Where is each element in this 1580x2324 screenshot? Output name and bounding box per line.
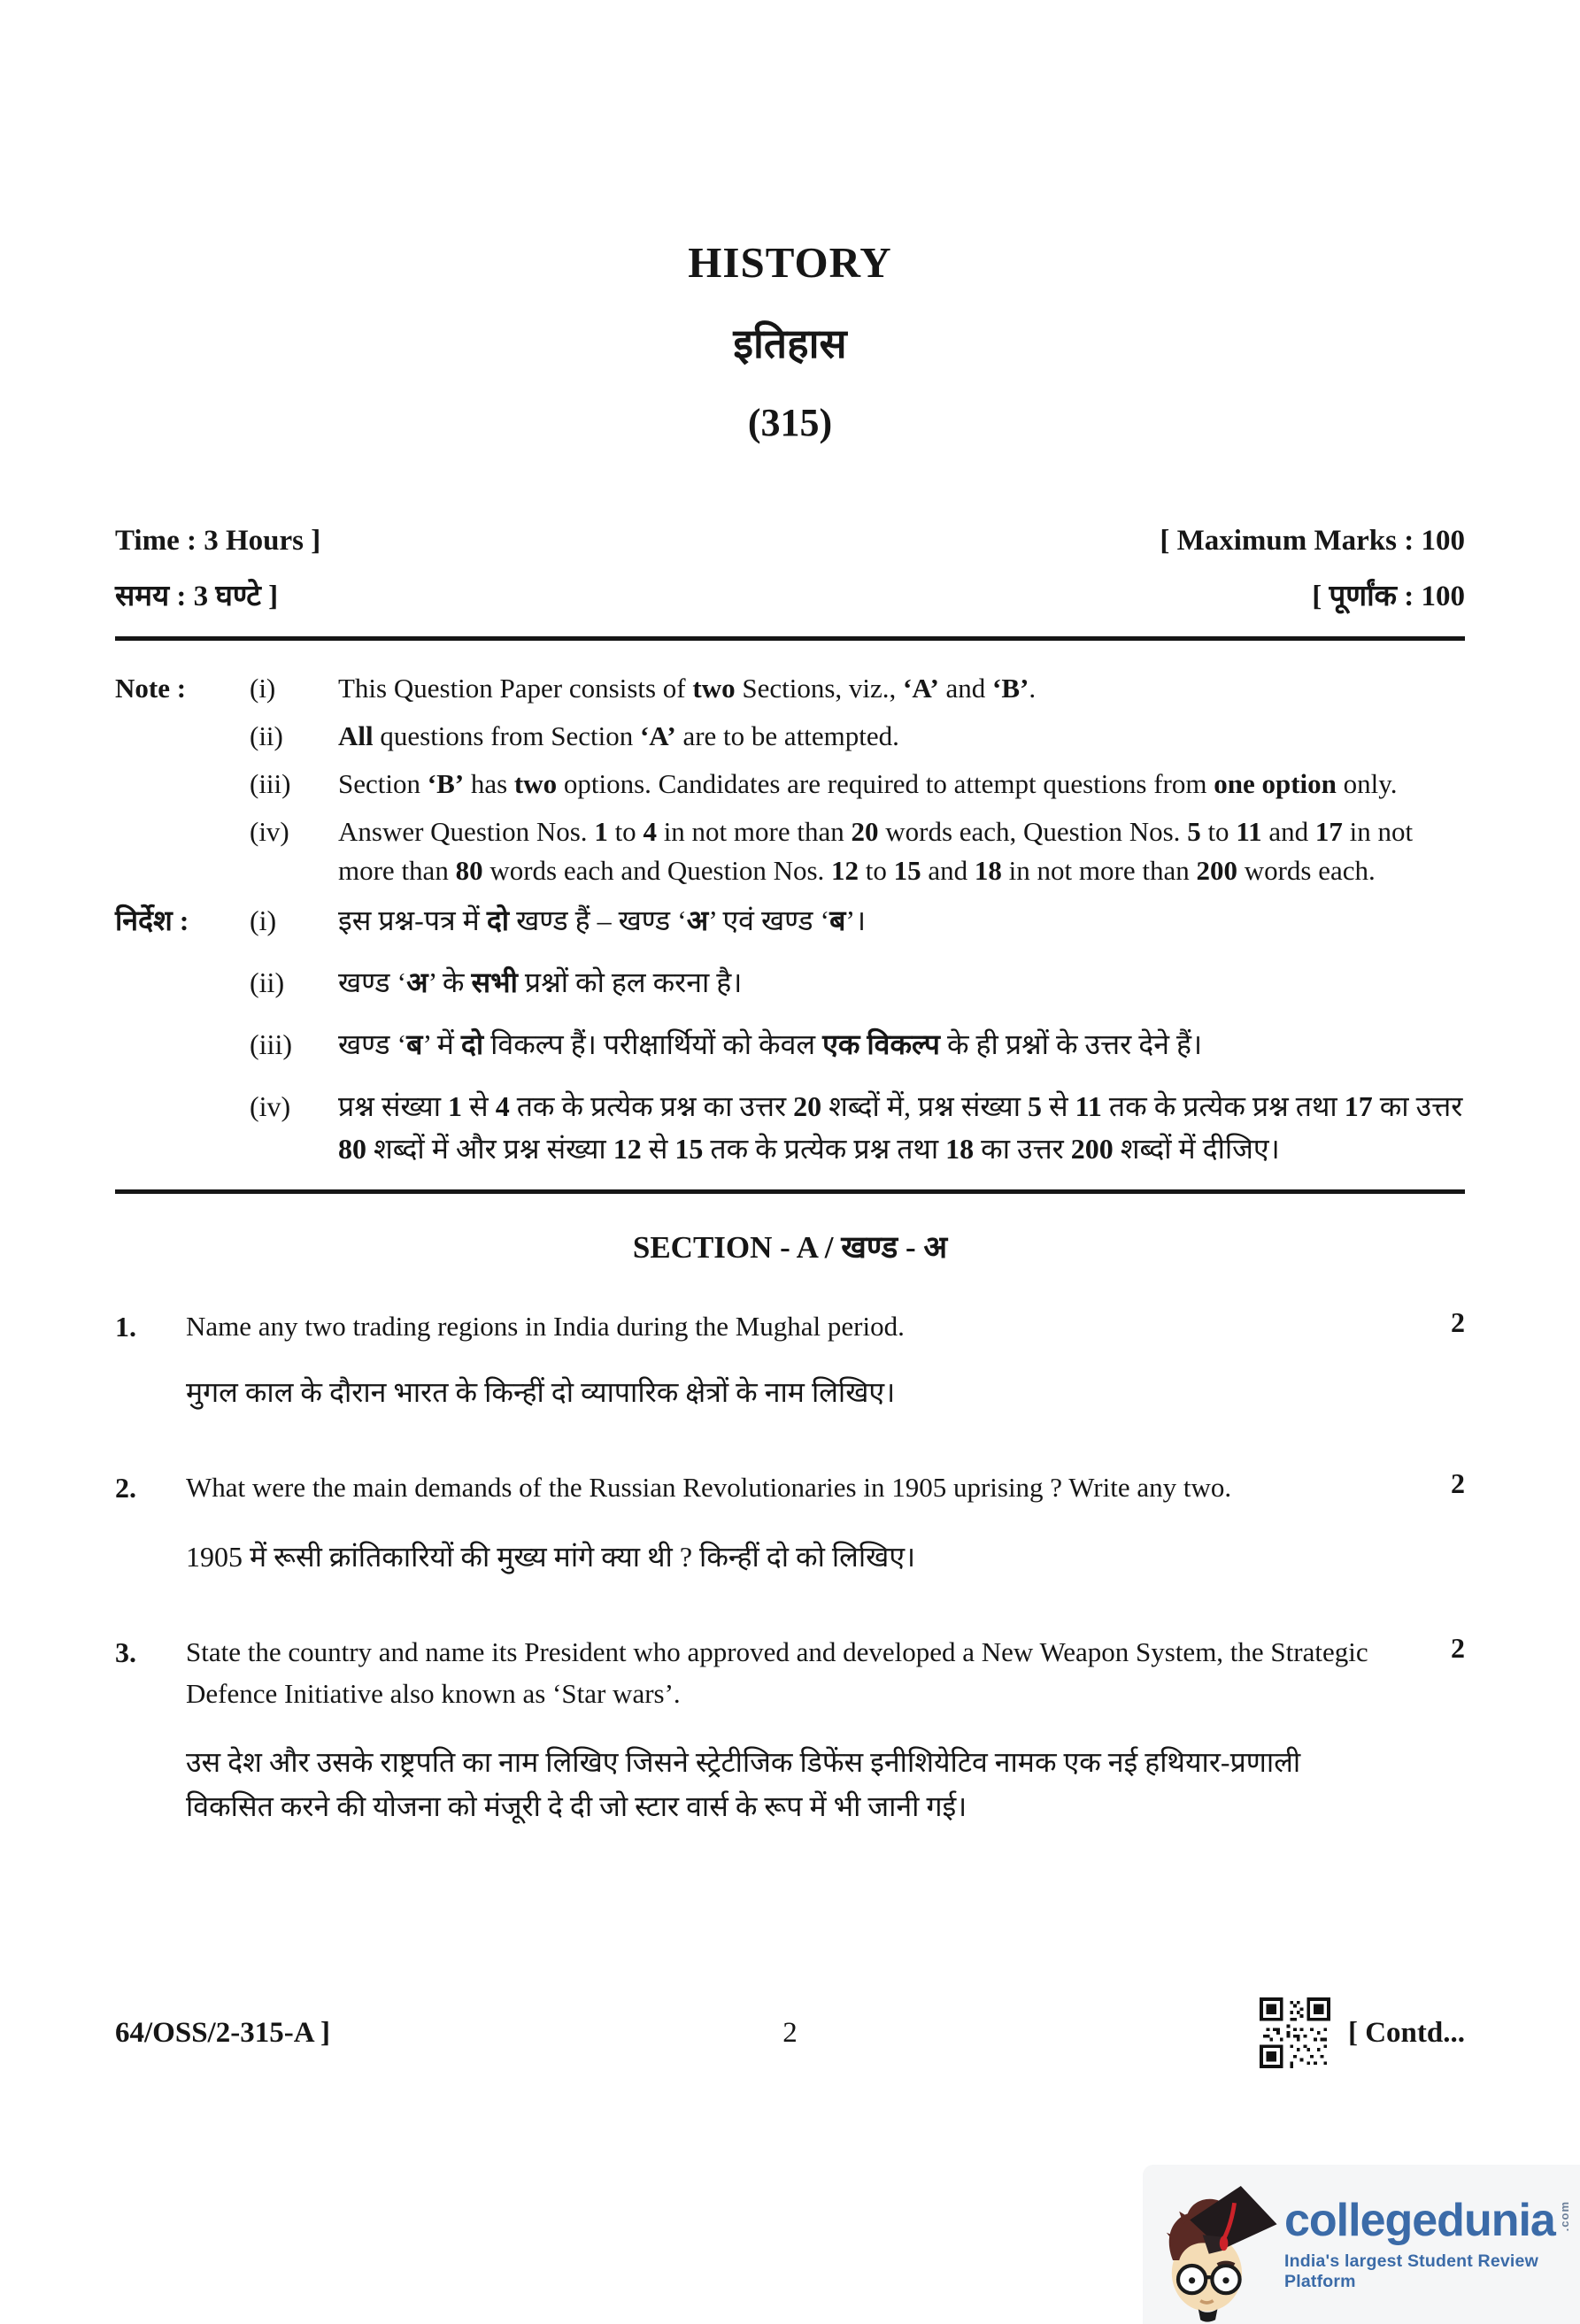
question-marks: 2 (1451, 1306, 1465, 1339)
divider (115, 1189, 1465, 1194)
question-1 (115, 1306, 1465, 1414)
question-number: 1. (115, 1311, 136, 1343)
question-text-hindi: उस देश और उसके राष्ट्रपति का नाम लिखिए जिसने स्ट्रेटीजिक डिफेंस इनीशियेटिव नामक एक नई हथियार-प्रणाली विकसित करने की योजना को मंजूरी दे दी जो स्टार वार्स के रूप में भी जानी गई। (186, 1746, 1301, 1822)
note-item-text: इस प्रश्न-पत्र में दो खण्ड हैं – खण्ड ‘अ’ एवं खण्ड ‘ब’। (338, 904, 867, 937)
question-text-english: What were the main demands of the Russian Revolutionaries in 1905 uprising ? Write any two. (186, 1472, 1232, 1504)
paper-code-number: (315) (747, 400, 833, 444)
page-title: HISTORY (688, 238, 892, 287)
note-item-text: This Question Paper consists of two Sections, viz., ‘A’ and ‘B’. (338, 673, 1037, 704)
note-item-number: (iii) (250, 1028, 292, 1061)
note-hindi (115, 899, 1465, 1170)
note-item-number: (i) (250, 673, 276, 704)
question-text-english: State the country and name its President who approved and developed a New Weapon System, the Strategic Defence Initiative also known as ‘Star wars’. (186, 1636, 1368, 1709)
qr-code-icon (1260, 1997, 1330, 2068)
brand-tagline: India's largest Student Review Platform (1284, 2251, 1538, 2291)
note-item-text: All questions from Section ‘A’ are to be attempted. (338, 720, 899, 752)
collegedunia-watermark (1143, 2165, 1580, 2324)
note-item-number: (i) (250, 904, 277, 937)
note-item-text: प्रश्न संख्या 1 से 4 तक के प्रत्येक प्रश्न का उत्तर 20 शब्दों में, प्रश्न संख्या 5 से 11 तक के प्रत्येक प्रश्न तथा 17 का उत्तर 80 शब्दों में और प्रश्न संख्या 12 से 15 तक के प्रत्येक प्रश्न तथा 18 का उत्तर 200 शब्दों में दीजिए। (338, 1090, 1463, 1166)
maximum-marks: [ Maximum Marks : 100 (1160, 524, 1465, 557)
page-title-hindi: इतिहास (733, 321, 847, 366)
note-label-hindi: निर्देश : (115, 904, 189, 937)
note-item-text: Answer Question Nos. 1 to 4 in not more than 20 words each, Question Nos. 5 to 11 and 17 in not more than 80 words each and Question Nos. 12 to 15 and 18 in not more than 200 words each. (338, 816, 1414, 887)
collegedunia-mascot-icon (1148, 2175, 1283, 2324)
note-english (115, 669, 1465, 890)
question-text-hindi: 1905 में रूसी क्रांतिकारियों की मुख्य मांगे क्या थी ? किन्हीं दो को लिखिए। (186, 1540, 916, 1573)
continued-label: [ Contd... (1347, 2016, 1465, 2049)
brand-logo-domain: .com (1557, 2200, 1571, 2231)
question-text-english: Name any two trading regions in India during the Mughal period. (186, 1311, 905, 1343)
question-number: 2. (115, 1472, 136, 1504)
maximum-marks-hindi: [ पूर्णांक : 100 (1312, 581, 1465, 613)
note-item-number: (ii) (250, 966, 285, 999)
section-heading: SECTION - A / खण्ड - अ (632, 1230, 948, 1266)
divider (115, 636, 1465, 641)
paper-reference-code: 64/OSS/2-315-A ] (115, 2016, 330, 2049)
note-item-number: (iv) (250, 1090, 291, 1123)
page-number: 2 (782, 2016, 798, 2049)
brand-logo-text: collegedunia (1284, 2194, 1555, 2246)
note-item-text: खण्ड ‘अ’ के सभी प्रश्नों को हल करना है। (338, 966, 743, 999)
note-label: Note : (115, 673, 187, 704)
time-allowed: Time : 3 Hours ] (115, 524, 321, 557)
note-item-number: (iii) (250, 768, 291, 800)
question-3 (115, 1632, 1465, 1828)
note-item-number: (ii) (250, 720, 283, 752)
question-text-hindi: मुगल काल के दौरान भारत के किन्हीं दो व्यापारिक क्षेत्रों के नाम लिखिए। (186, 1375, 896, 1408)
time-allowed-hindi: समय : 3 घण्टे ] (115, 581, 279, 613)
question-2 (115, 1467, 1465, 1579)
question-marks: 2 (1451, 1467, 1465, 1500)
question-marks: 2 (1451, 1632, 1465, 1665)
note-item-text: Section ‘B’ has two options. Candidates are required to attempt questions from one option only. (338, 768, 1398, 800)
page-footer (115, 1996, 1465, 2070)
note-item-text: खण्ड ‘ब’ में दो विकल्प हैं। परीक्षार्थियों को केवल एक विकल्प के ही प्रश्नों के उत्तर देने हैं। (338, 1028, 1203, 1061)
note-item-number: (iv) (250, 816, 289, 848)
question-number: 3. (115, 1636, 136, 1669)
